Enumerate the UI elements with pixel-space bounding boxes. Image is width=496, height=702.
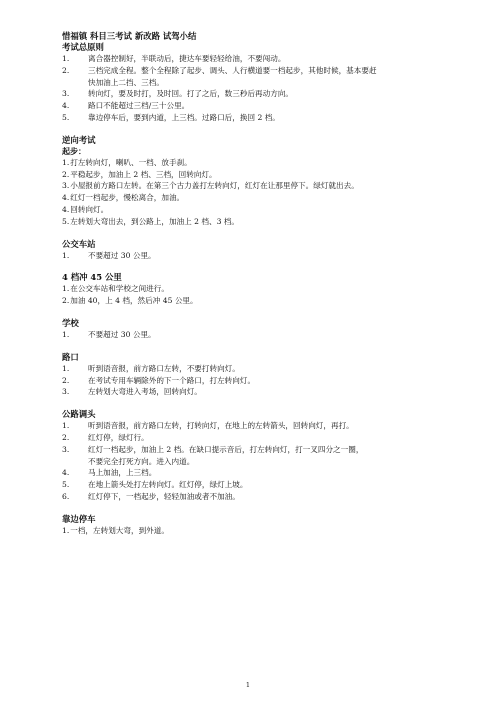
section-heading-reverse: 逆向考试 — [62, 134, 96, 145]
list-item: 3. 红灯一档起步，加油上 2 档。在缺口提示音后，打左转向灯，打一叉四分之一圈， — [62, 444, 364, 454]
list-item-continuation: 不要完全打死方向。进入内道。 — [88, 456, 195, 466]
list-item-continuation: 快加油上二挡、三档。 — [88, 77, 164, 87]
list-item: 5. 左转划大弯出去，到公路上，加油上 2 档、3 档。 — [62, 216, 240, 226]
list-item: 5. 靠边停车后，要到内道，上三档。过路口后，换回 2 档。 — [62, 112, 280, 122]
section-heading-bus: 公交车站 — [62, 238, 96, 249]
section-heading-gear4: 4 档冲 45 公里 — [62, 272, 122, 283]
list-item: 1. 不要超过 30 公里。 — [62, 250, 156, 260]
section-heading-parking: 靠边停车 — [62, 513, 96, 524]
section-heading-school: 学校 — [62, 317, 79, 328]
list-item: 3. 左转划大弯进入考场，回转向灯。 — [62, 387, 202, 397]
section-heading-general: 考试总原则 — [62, 42, 104, 52]
list-reverse — [62, 157, 442, 228]
list-general — [62, 53, 442, 124]
list-item: 4. 路口不能超过三档/三十公里。 — [62, 101, 190, 111]
list-item: 3. 转向灯，要及时打，及时回。打了之后，数三秒后再动方向。 — [62, 89, 294, 99]
subheading-start: 起步： — [62, 145, 86, 156]
list-item: 1. 一档，左转划大弯，到外道。 — [62, 525, 169, 535]
page-number: 1 — [245, 681, 251, 689]
list-item: 2. 在考试专用车辆除外的下一个路口，打左转向灯。 — [62, 375, 256, 385]
list-item: 1. 听到语音报，前方路口左转，打转向灯，在地上的左转箭头，回转向灯，再打。 — [62, 421, 354, 431]
list-item: 2. 红灯停，绿灯行。 — [62, 432, 149, 442]
list-item: 3. 小屋报前方路口左转。在第三个古力盖打左转向灯，红灯在让那里停下。绿灯就出去。 — [62, 181, 359, 191]
list-item: 1. 打左转向灯，喇叭、一档、放手刹。 — [62, 157, 192, 167]
document-body — [62, 31, 442, 537]
list-item: 2. 加油 40，上 4 档，然后冲 45 公里。 — [62, 296, 198, 306]
section-heading-intersection: 路口 — [62, 351, 79, 362]
section-heading-uturn: 公路调头 — [62, 409, 96, 420]
list-item: 1. 离合器控制好，半联动后，捷达车要轻轻给油，不要闯动。 — [62, 54, 286, 63]
list-item: 1. 听到语音报，前方路口左转，不要打转向灯。 — [62, 363, 240, 373]
list-item: 4. 马上加油，上三档。 — [62, 468, 157, 478]
list-item: 6. 红灯停下，一档起步，轻轻加油或者不加油。 — [62, 491, 240, 501]
document-title: 惜福镇 科目三考试 新改路 试驾小结 — [62, 31, 197, 41]
list-item: 4. 红灯一档起步，慢松离合，加油。 — [62, 193, 185, 203]
list-item: 5. 在地上箭头处打左转向灯。红灯停，绿灯上坡。 — [62, 480, 248, 490]
list-item: 2. 三档完成全程。整个全程除了起步、调头、人行横道要一档起步，其他时候，基本要赶 — [62, 65, 377, 75]
list-item: 1. 在公交车站和学校之间进行。 — [62, 284, 169, 294]
list-item: 4. 回转向灯。 — [62, 204, 109, 214]
list-item: 1. 不要超过 30 公里。 — [62, 329, 156, 339]
list-item: 2. 平稳起步，加油上 2 档、三档，回转向灯。 — [62, 169, 217, 179]
